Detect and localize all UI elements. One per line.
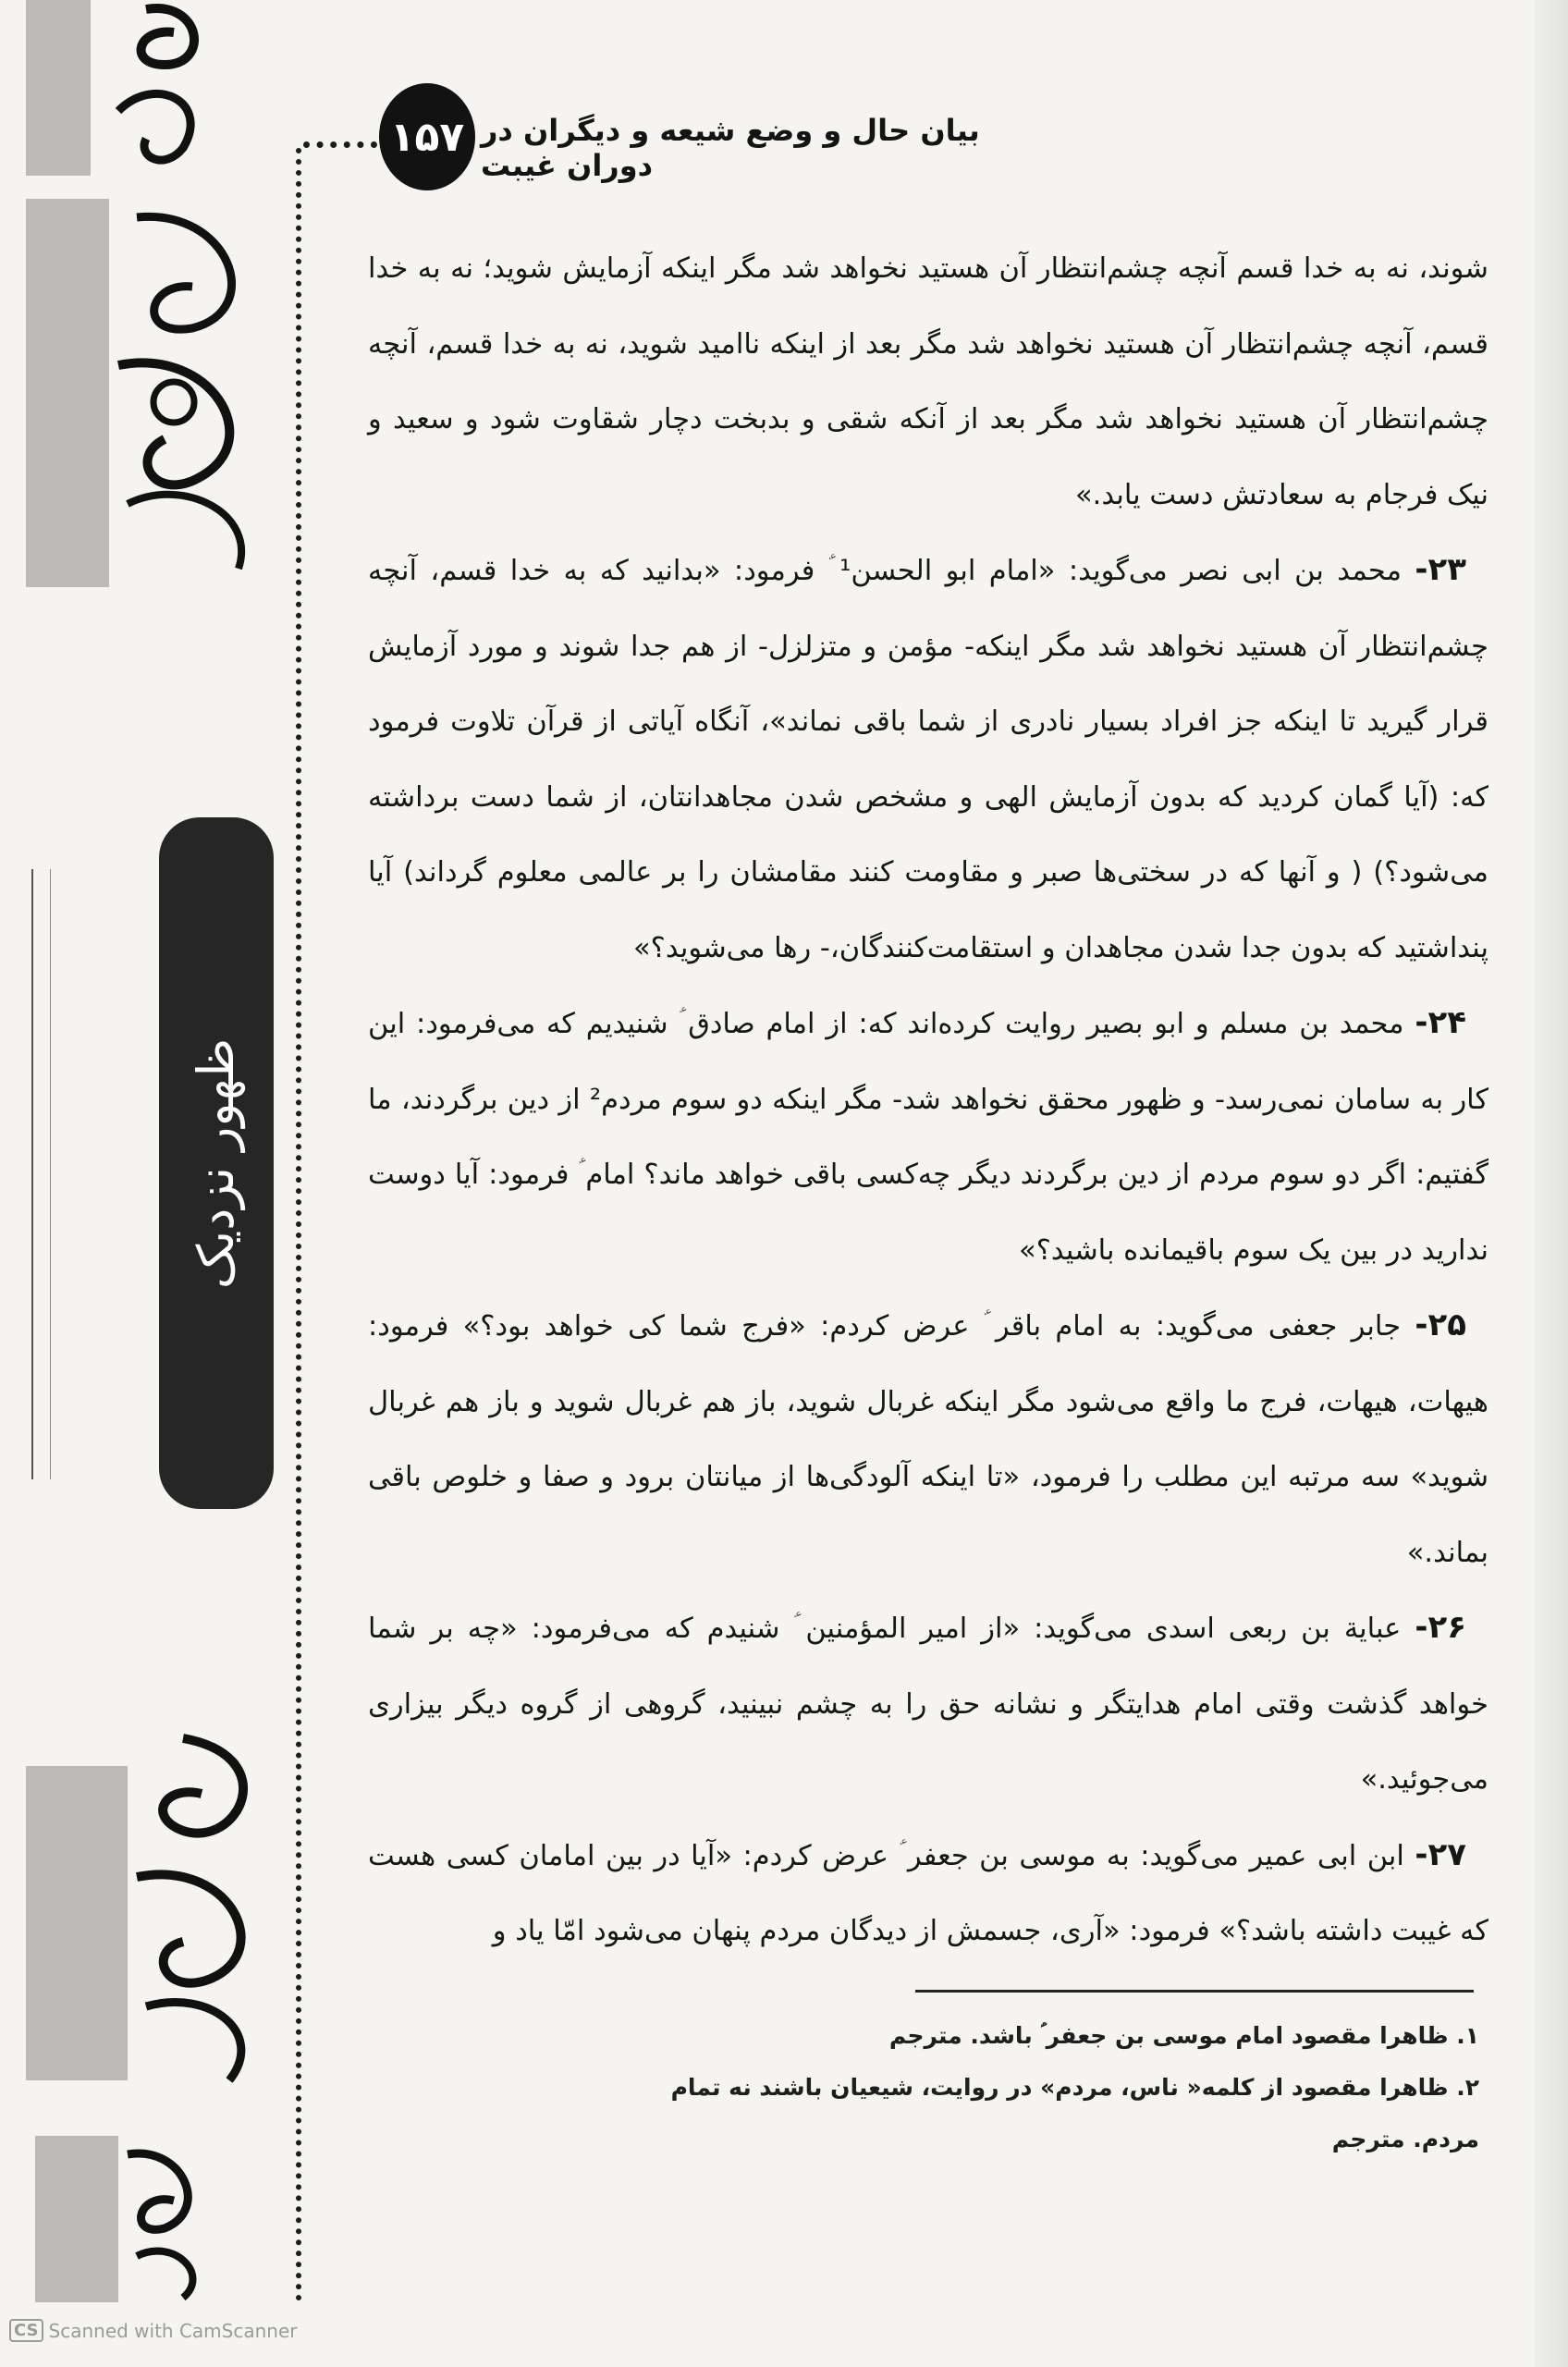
header-dotted-rule: [303, 141, 377, 148]
hadith-text: عبایة بن ربعی اسدی می‌گوید: «از امیر المؤمنین ؑ شنیدم که می‌فرمود: «چه بر شما خواهد گذشت وقتی امام هدایتگر و نشانه حق را به چشم نبینید، گروهی از گروه دیگر بیزاری می‌جوئید.»: [368, 1613, 1488, 1796]
hadith-text: ابن ابی عمیر می‌گوید: به موسی بن جعفر ؑ عرض کردم: «آیا در بین امامان کسی هست که غیبت داشته باشد؟» فرمود: «آری، جسمش از دیدگان مردم پنهان می‌شود امّا یاد و: [368, 1839, 1488, 1947]
page-number-badge: [379, 83, 475, 190]
page-number: ۱۵۷: [389, 113, 465, 161]
side-tab: [159, 817, 274, 1509]
margin-ornament-bottom: [26, 2136, 276, 2302]
paragraph-27: [368, 1818, 1488, 1969]
hadith-text: محمد بن مسلم و ابو بصیر روایت کرده‌اند که: از امام صادق ؑ شنیدیم که می‌فرمود: این کار به سامان نمی‌رسد- و ظهور محقق نخواهد شد- مگر اینکه دو سوم مردم² از دین برگردند، ما گفتیم: اگر دو سوم مردم از دین برگردند دیگر چه‌کسی باقی خواهد ماند؟ امام ؑ فرمود: آیا دوست ندارید در بین یک سوم باقیمانده باشید؟»: [368, 1008, 1488, 1267]
paragraph-26: [368, 1590, 1488, 1818]
page-edge-shadow: [1535, 0, 1568, 2367]
main-text: [368, 231, 1488, 1969]
paragraph-24: [368, 986, 1488, 1288]
margin-ornament-upper: [26, 199, 276, 587]
hadith-number: ۲۴-: [1415, 1004, 1466, 1041]
margin-ornament-lower: [26, 1729, 276, 2099]
scanner-label: Scanned with CamScanner: [48, 2319, 298, 2342]
scanner-watermark: [9, 2319, 298, 2342]
margin-dotted-rule: [296, 148, 301, 2302]
camscanner-icon: CS: [9, 2319, 43, 2342]
paragraph-25: [368, 1288, 1488, 1590]
margin-lines: [31, 869, 51, 1479]
paragraph-continuation: شوند، نه به خدا قسم آنچه چشم‌انتظار آن هستید نخواهد شد مگر اینکه آزمایش شوید؛ نه به خدا قسم، آنچه چشم‌انتظار آن هستید نخواهد شد مگر بعد از اینکه ناامید شوید، نه به خدا قسم، آنچه چشم‌انتظار آن هستید نخواهد شد مگر بعد از آنکه شقی و بدبخت دچار شقاوت شود و سعید و نیک فرجام به سعادتش دست یابد.»: [368, 252, 1488, 511]
side-tab-label: ظهور نزدیک: [187, 1037, 246, 1289]
footnote-2: ۲. ظاهرا مقصود از کلمه« ناس، مردم» در روایت، شیعیان باشند نه تمام مردم. مترجم: [670, 2074, 1479, 2152]
hadith-number: ۲۵-: [1415, 1306, 1466, 1343]
footnote-1: ۱. ظاهرا مقصود امام موسی بن جعفر ؑ باشد. مترجم: [888, 2022, 1479, 2049]
running-title: بیان حال و وضع شیعه و دیگران در دوران غیبت: [481, 113, 980, 183]
hadith-text: محمد بن ابی نصر می‌گوید: «امام ابو الحسن¹ ؑ فرمود: «بدانید که به خدا قسم، آنچه چشم‌انتظار آن هستید نخواهد شد مگر اینکه- مؤمن و متزلزل- از هم جدا شوند و مورد آزمایش قرار گیرید تا اینکه جز افراد بسیار نادری از شما باقی نماند»، آنگاه آیاتی از قرآن تلاوت فرمود که: (آیا گمان کردید که بدون آزمایش الهی و مشخص شدن مجاهدانتان، از شما دست برداشته می‌شود؟) ( و آنها که در سختی‌ها صبر و مقاومت کنند مقامشان را بر عالمی معلوم گرداند) آیا پنداشتید که بدون جدا شدن مجاهدان و استقامت‌کنندگان،- رها می‌شوید؟»: [368, 555, 1488, 964]
hadith-text: جابر جعفی می‌گوید: به امام باقر ؑ عرض کردم: «فرج شما کی خواهد بود؟» فرمود: هیهات، هیهات، فرج ما واقع می‌شود مگر اینکه غربال شوید، باز هم غربال شوید و باز هم غربال شوید» سه مرتبه این مطلب را فرمود، «تا اینکه آلودگی‌ها از میانتان برود و صفا و خلوص باقی بماند.»: [368, 1310, 1488, 1569]
margin-ornament-top: [26, 0, 276, 176]
paragraph-23: [368, 533, 1488, 986]
footnote-divider: [915, 1990, 1474, 1993]
footnotes: [629, 2010, 1479, 2165]
hadith-number: ۲۳-: [1415, 551, 1466, 588]
hadith-number: ۲۶-: [1415, 1609, 1466, 1646]
hadith-number: ۲۷-: [1415, 1835, 1466, 1873]
